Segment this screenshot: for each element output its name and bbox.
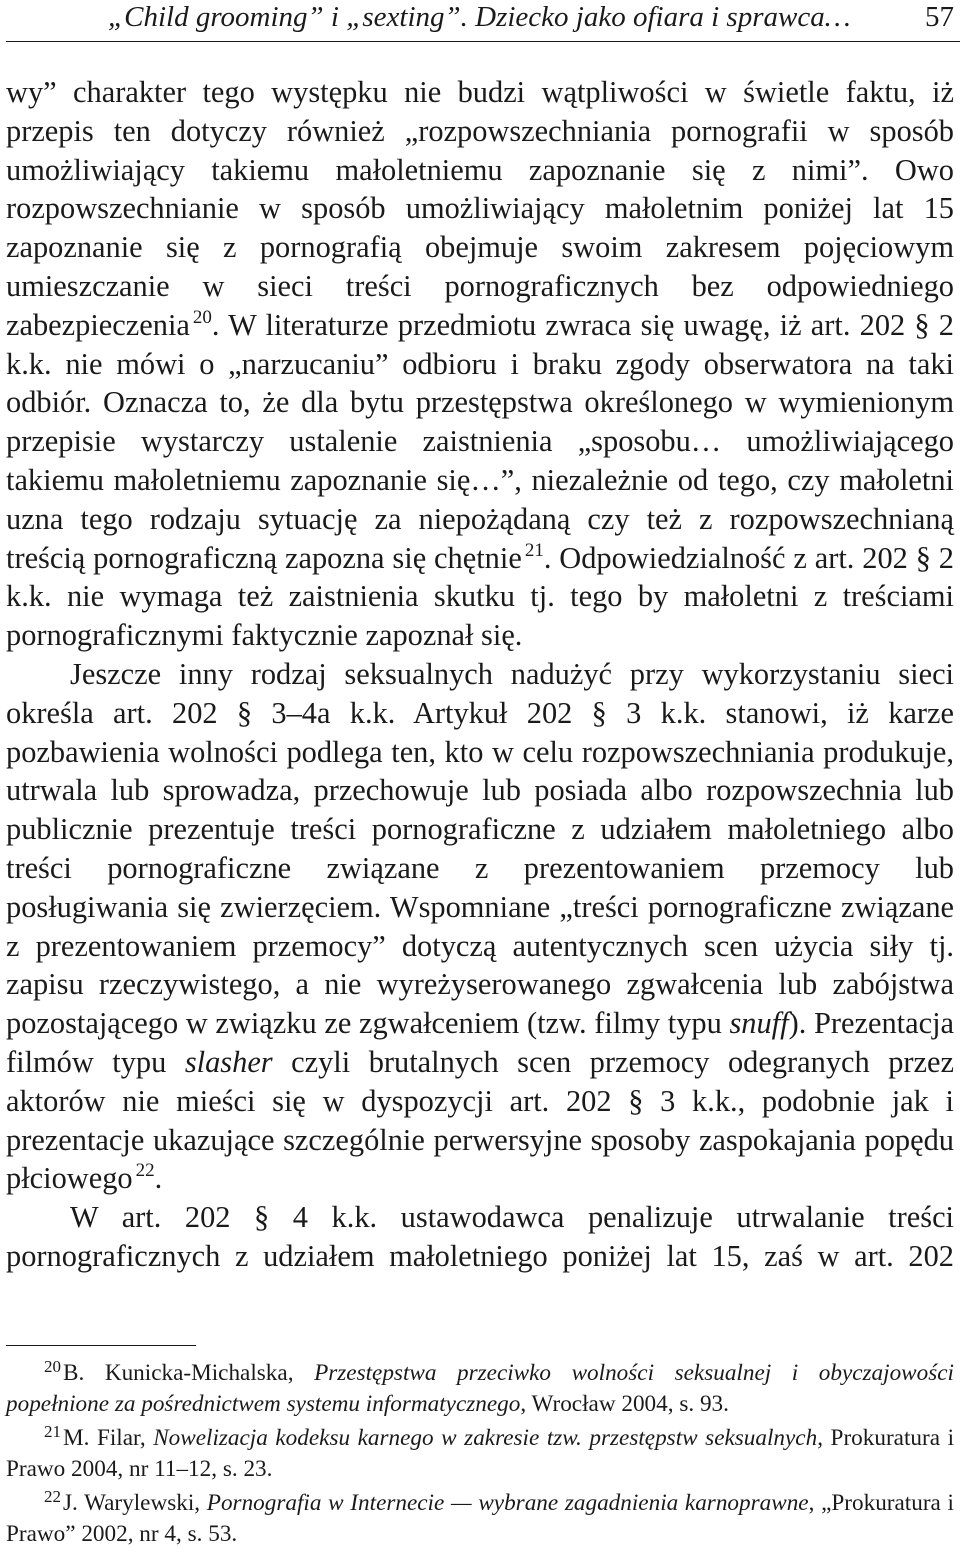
footnote-source: , Wrocław 2004, s. 93. <box>520 1391 729 1417</box>
footnote-ref-21[interactable]: 21 <box>524 539 544 561</box>
paragraph-1-text-c: . Odpowiedzialność z art. 202 § 2 k.k. nie wymaga też zaistnienia skutku tj. tego by małoletni z treściami pornograficznymi faktycznie zapoznał się. <box>6 540 954 653</box>
paragraph-1-text-a: wy” charakter tego występku nie budzi wątpliwości w świetle faktu, iż przepis ten dotyczy również „rozpowszechniania pornografii w sposób umożliwiający takiemu małoletniemu zapoznanie się z nimi”. Owo rozpowszechnianie w sposób umożliwiający małoletnim poniżej lat 15 zapoznanie się z pornografią obejmuje swoim zakresem pojęciowym umieszczanie w sieci treści pornograficznych bez odpowiedniego zabezpieczenia <box>6 75 954 342</box>
footnote-author: M. Filar, <box>63 1425 154 1451</box>
footnote-source: , „Prokuratura i Prawo” 2002, nr 4, s. 53. <box>6 1490 954 1547</box>
paragraph-2-text-b: ). Prezentacja filmów typu <box>6 1006 955 1079</box>
running-title: „Child grooming” i „sexting”. Dziecko jako ofiara i sprawca… <box>108 1 851 33</box>
footnote-20 <box>6 1358 954 1420</box>
footnote-number: 21 <box>44 1422 61 1441</box>
footnote-ref-22[interactable]: 22 <box>135 1160 155 1182</box>
footnote-source: , Prokuratura i Prawo 2004, nr 11–12, s. 23. <box>6 1425 955 1482</box>
footnote-number: 20 <box>44 1357 61 1376</box>
paragraph-2-text-c: czyli brutalnych scen przemocy odegranych przez aktorów nie mieści się w dyspozycji art. 202 § 3 k.k., podobnie jak i prezentacje ukazujące szczególnie perwersyjne sposoby zaspokajania popędu płciowego <box>6 1044 955 1196</box>
footnote-21 <box>6 1423 954 1485</box>
term-snuff: snuff <box>729 1006 789 1041</box>
running-header <box>0 0 960 40</box>
page-number: 57 <box>925 1 954 33</box>
footnote-rule <box>6 1345 196 1346</box>
paragraph-1 <box>6 73 954 655</box>
footnote-title: Pornografia w Internecie — wybrane zagadnienia karnoprawne <box>206 1490 809 1516</box>
footnote-22 <box>6 1488 954 1550</box>
footnote-author: B. Kunicka-Michalska, <box>63 1360 315 1386</box>
footnote-number: 22 <box>44 1487 61 1506</box>
paragraph-2-text-a: Jeszcze inny rodzaj seksualnych nadużyć przy wykorzystaniu sieci określa art. 202 § 3–4a k.k. Artykuł 202 § 3 k.k. stanowi, iż karze pozbawienia wolności podlega ten, kto w celu rozpowszechniania produkuje, utrwala lub sprowadza, przechowuje lub posiada albo rozpowszechnia lub publicznie prezentuje treści pornograficzne z udziałem małoletniego albo treści pornograficzne związane z prezentowaniem przemocy lub posługiwania się zwierzęciem. Wspomniane „treści pornograficzne związane z prezentowaniem przemocy” dotyczą autentycznych scen użycia siły tj. zapisu rzeczywistego, a nie wyreżyserowanego zgwałcenia lub zabójstwa pozostającego w związku ze zgwałceniem (tzw. filmy typu <box>6 656 954 1041</box>
body-text <box>6 73 954 1276</box>
paragraph-3: W art. 202 § 4 k.k. ustawodawca penalizuje utrwalanie treści pornograficznych z udziałem małoletniego poniżej lat 15, zaś w art. 202 <box>6 1200 954 1273</box>
paragraph-2 <box>6 655 954 1198</box>
paragraph-1-text-b: . W literaturze przedmiotu zwraca się uwagę, iż art. 202 § 2 k.k. nie mówi o „narzucaniu” odbioru i braku zgody obserwatora na taki odbiór. Oznacza to, że dla bytu przestępstwa określonego w wymienionym przepisie wystarczy ustalenie zaistnienia „sposobu… umożliwiającego takiemu małoletniemu zapoznanie się…”, niezależnie od tego, czy małoletni uzna tego rodzaju sytuację za niepożądaną czy też z rozpowszechnianą treścią pornograficzną zapozna się chętnie <box>6 307 954 575</box>
header-rule <box>6 41 960 42</box>
paragraph-2-text-d: . <box>154 1161 163 1196</box>
footnote-title: Przestępstwa przeciwko wolności seksualnej i obyczajowości popełnione za pośrednictwem systemu informatycznego <box>6 1360 955 1417</box>
footnotes <box>6 1358 954 1553</box>
footnote-author: J. Warylewski, <box>63 1490 207 1516</box>
footnote-title: Nowelizacja kodeksu karnego w zakresie tzw. przestępstw seksualnych <box>153 1425 818 1451</box>
footnote-ref-20[interactable]: 20 <box>192 306 212 328</box>
term-slasher: slasher <box>184 1044 273 1079</box>
